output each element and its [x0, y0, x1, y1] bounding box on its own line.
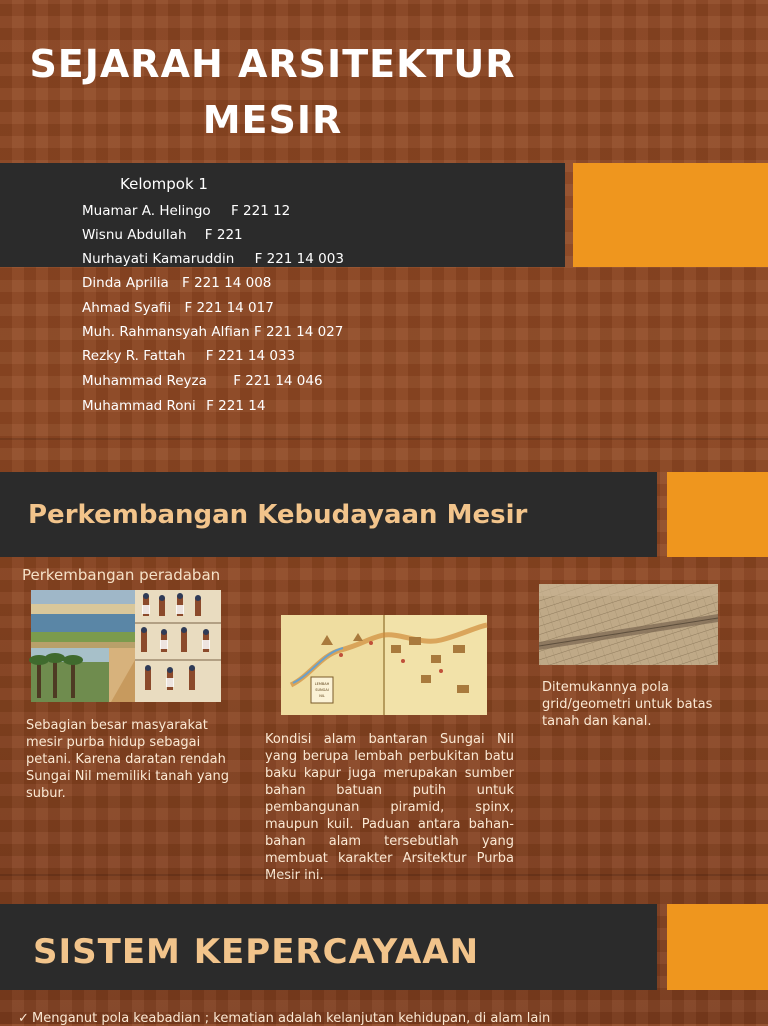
member-name: Nurhayati Kamaruddin: [82, 251, 235, 267]
member-name: Rezky R. Fattah: [82, 348, 186, 364]
member-row: [82, 227, 243, 243]
member-id: F 221 14 017: [184, 300, 274, 316]
paragraph-agriculture: Sebagian besar masyarakat mesir purba hidup sebagai petani. Karena daratan rendah Sungai Nil memiliki tanah yang subur.: [26, 718, 229, 801]
member-id: F 221: [204, 227, 243, 243]
member-row: [82, 398, 265, 414]
member-id: F 221 14 033: [205, 348, 296, 364]
grid-fields-image: [539, 584, 718, 665]
slide-divider: [0, 438, 768, 440]
slide2-heading: Perkembangan Kebudayaan Mesir: [28, 500, 528, 530]
member-id: F 221 14 046: [233, 373, 323, 389]
member-row: [82, 203, 290, 219]
check-icon: ✓: [18, 1011, 29, 1026]
member-id: F 221 14 027: [254, 324, 344, 340]
svg-text:SUNGAI: SUNGAI: [315, 688, 329, 692]
slide2-orange-block: [667, 472, 768, 557]
slide3-bullet: [18, 1011, 550, 1026]
member-row: [82, 251, 344, 267]
slide3-heading: SISTEM KEPERCAYAAN: [33, 932, 480, 972]
slide2-subheading: Perkembangan peradaban: [22, 566, 221, 584]
slide3-orange-block: [667, 904, 768, 990]
member-id: F 221 14 003: [254, 251, 344, 267]
group-label: Kelompok 1: [120, 175, 208, 193]
map-label: LEMBAH: [314, 682, 330, 686]
member-name: Wisnu Abdullah: [82, 227, 187, 243]
nile-collage-image: [31, 590, 221, 702]
member-name: Ahmad Syafii: [82, 300, 172, 316]
member-row: [82, 300, 274, 316]
member-id: F 221 14: [206, 398, 266, 414]
member-row: [82, 373, 323, 389]
member-name: Muamar A. Helingo: [82, 203, 211, 219]
nile-valley-map-image: [281, 615, 487, 715]
slide-divider: [0, 874, 768, 876]
member-name: Muh. Rahmansyah Alfian: [82, 324, 250, 340]
member-id: F 221 12: [230, 203, 291, 219]
member-id: F 221 14 008: [182, 275, 272, 291]
member-row: [82, 275, 271, 291]
svg-text:NIL: NIL: [319, 694, 325, 698]
slide1-title: [0, 36, 545, 148]
slide1-title-line1: SEJARAH ARSITEKTUR: [29, 42, 516, 86]
member-name: Muhammad Reyza: [82, 373, 207, 389]
bullet-text: Menganut pola keabadian ; kematian adalah kelanjutan kehidupan, di alam lain: [32, 1011, 551, 1026]
member-row: [82, 324, 343, 340]
member-name: Dinda Aprilia: [82, 275, 169, 291]
slide1-title-line2: MESIR: [202, 98, 343, 142]
member-row: [82, 348, 295, 364]
paragraph-grid-pattern: Ditemukannya pola grid/geometri untuk batas tanah dan kanal.: [542, 680, 713, 729]
slide1-orange-block: [573, 163, 768, 267]
member-name: Muhammad Roni: [82, 398, 196, 414]
paragraph-nile-conditions: Kondisi alam bantaran Sungai Nil yang berupa lembah perbukitan batu baku kapur juga merupakan sumber bahan batuan putih untuk pembangunan piramid, spinx, maupun kuil. Paduan antara bahan-bahan alam tersebutlah yang membuat karakter Arsitektur Purba Mesir ini.: [265, 732, 514, 883]
